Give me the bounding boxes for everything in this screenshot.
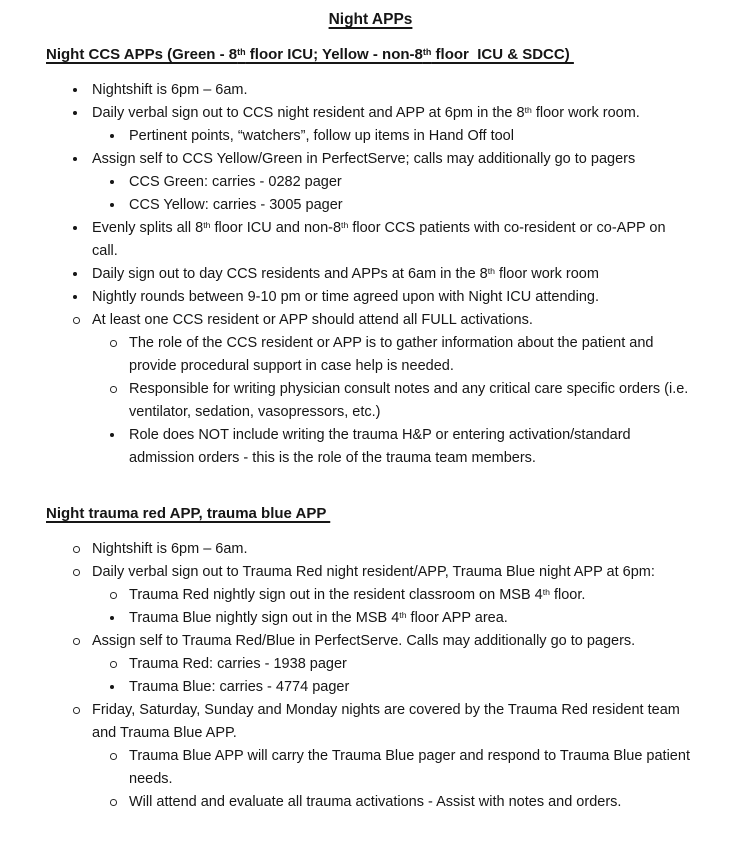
list-item-text: Assign self to CCS Yellow/Green in PerfectServe; calls may additionally go to pagers bbox=[92, 151, 636, 167]
list-item-text: Evenly splits all 8th floor ICU and non-8th floor CCS patients with co-resident or co-APP on call. bbox=[92, 220, 670, 259]
list-item-text: Nightshift is 6pm – 6am. bbox=[92, 82, 248, 98]
disc-bullet-icon bbox=[110, 433, 114, 437]
disc-bullet-icon bbox=[110, 134, 114, 138]
bullet-list bbox=[46, 79, 695, 470]
list-item bbox=[46, 745, 695, 791]
disc-bullet-icon bbox=[73, 157, 77, 161]
list-item-text: Trauma Red nightly sign out in the resident classroom on MSB 4th floor. bbox=[129, 587, 586, 603]
list-item bbox=[46, 125, 695, 148]
list-item-text: Daily verbal sign out to Trauma Red night resident/APP, Trauma Blue night APP at 6pm: bbox=[92, 564, 655, 580]
ordinal-superscript: th bbox=[487, 266, 495, 277]
circle-bullet-icon bbox=[73, 317, 80, 324]
list-item bbox=[46, 561, 695, 584]
list-item bbox=[46, 332, 695, 378]
list-item bbox=[46, 676, 695, 699]
section-heading: Night CCS APPs (Green - 8th floor ICU; Yellow - non-8th floor ICU & SDCC) bbox=[46, 46, 574, 63]
list-item-text: The role of the CCS resident or APP is to gather information about the patient and provide procedural support in case help is needed. bbox=[129, 335, 658, 374]
list-item bbox=[46, 263, 695, 286]
section-heading: Night trauma red APP, trauma blue APP bbox=[46, 505, 331, 522]
disc-bullet-icon bbox=[73, 88, 77, 92]
list-item bbox=[46, 791, 695, 814]
ordinal-superscript: th bbox=[524, 105, 532, 116]
ordinal-superscript: th bbox=[203, 220, 211, 231]
ordinal-superscript: th bbox=[237, 46, 246, 57]
list-item-text: Trauma Red: carries - 1938 pager bbox=[129, 656, 347, 672]
list-item-text: Daily sign out to day CCS residents and APPs at 6am in the 8th floor work room bbox=[92, 266, 599, 282]
list-item-text: Nightly rounds between 9-10 pm or time agreed upon with Night ICU attending. bbox=[92, 289, 599, 305]
list-item-text: Trauma Blue: carries - 4774 pager bbox=[129, 679, 350, 695]
ordinal-superscript: th bbox=[341, 220, 349, 231]
list-item-text: Friday, Saturday, Sunday and Monday nights are covered by the Trauma Red resident team and Trauma Blue APP. bbox=[92, 702, 684, 741]
list-item-text: Will attend and evaluate all trauma activations - Assist with notes and orders. bbox=[129, 794, 622, 810]
circle-bullet-icon bbox=[110, 340, 117, 347]
list-item bbox=[46, 378, 695, 424]
list-item-text: Role does NOT include writing the trauma H&P or entering activation/standard admission orders - this is the role of the trauma team members. bbox=[129, 427, 635, 466]
ordinal-superscript: th bbox=[422, 46, 432, 57]
list-item-text: Nightshift is 6pm – 6am. bbox=[92, 541, 248, 557]
list-item-text: Trauma Blue nightly sign out in the MSB 4th floor APP area. bbox=[129, 610, 508, 626]
list-item bbox=[46, 699, 695, 745]
disc-bullet-icon bbox=[110, 180, 114, 184]
list-item bbox=[46, 630, 695, 653]
list-item bbox=[46, 171, 695, 194]
circle-bullet-icon bbox=[110, 592, 117, 599]
ordinal-superscript: th bbox=[399, 610, 407, 621]
list-item bbox=[46, 607, 695, 630]
list-item bbox=[46, 148, 695, 171]
list-item-text: Responsible for writing physician consult notes and any critical care specific orders (i.e. ventilator, sedation, vasopressors, etc.) bbox=[129, 381, 693, 420]
document-section bbox=[46, 43, 695, 470]
disc-bullet-icon bbox=[73, 111, 77, 115]
ordinal-superscript: th bbox=[542, 587, 550, 598]
circle-bullet-icon bbox=[73, 638, 80, 645]
disc-bullet-icon bbox=[73, 272, 77, 276]
list-item-text: CCS Green: carries - 0282 pager bbox=[129, 174, 342, 190]
list-item-text: CCS Yellow: carries - 3005 pager bbox=[129, 197, 343, 213]
list-item bbox=[46, 538, 695, 561]
list-item-text: Trauma Blue APP will carry the Trauma Blue pager and respond to Trauma Blue patient needs. bbox=[129, 748, 694, 787]
circle-bullet-icon bbox=[110, 386, 117, 393]
list-item bbox=[46, 217, 695, 263]
disc-bullet-icon bbox=[110, 203, 114, 207]
list-item-text: Pertinent points, “watchers”, follow up items in Hand Off tool bbox=[129, 128, 514, 144]
list-item-text: Daily verbal sign out to CCS night resident and APP at 6pm in the 8th floor work room. bbox=[92, 105, 640, 121]
list-item bbox=[46, 79, 695, 102]
bullet-list bbox=[46, 538, 695, 814]
document-title-text: Night APPs bbox=[328, 11, 413, 28]
disc-bullet-icon bbox=[110, 616, 114, 620]
disc-bullet-icon bbox=[110, 685, 114, 689]
document-section bbox=[46, 502, 695, 814]
list-item-text: Assign self to Trauma Red/Blue in PerfectServe. Calls may additionally go to pagers. bbox=[92, 633, 636, 649]
list-item bbox=[46, 194, 695, 217]
list-item bbox=[46, 653, 695, 676]
circle-bullet-icon bbox=[73, 707, 80, 714]
circle-bullet-icon bbox=[73, 546, 80, 553]
circle-bullet-icon bbox=[110, 661, 117, 668]
list-item bbox=[46, 424, 695, 470]
circle-bullet-icon bbox=[73, 569, 80, 576]
document-title bbox=[46, 8, 695, 31]
list-item bbox=[46, 286, 695, 309]
circle-bullet-icon bbox=[110, 799, 117, 806]
document-body bbox=[46, 43, 695, 814]
list-item bbox=[46, 102, 695, 125]
disc-bullet-icon bbox=[73, 226, 77, 230]
list-item bbox=[46, 309, 695, 332]
list-item bbox=[46, 584, 695, 607]
disc-bullet-icon bbox=[73, 295, 77, 299]
circle-bullet-icon bbox=[110, 753, 117, 760]
list-item-text: At least one CCS resident or APP should attend all FULL activations. bbox=[92, 312, 533, 328]
